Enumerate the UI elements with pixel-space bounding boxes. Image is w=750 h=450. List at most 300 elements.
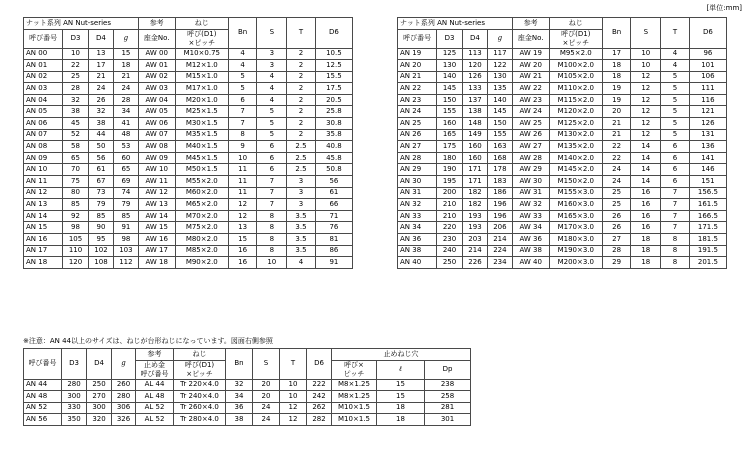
table-cell: 79 [114,199,138,211]
table-cell: 121 [689,106,726,118]
table-row [24,94,353,106]
table-row [398,106,727,118]
nut-spec-table-left [23,17,353,269]
table-cell: 24 [88,83,113,95]
table-cell: M25×1.5 [175,106,228,118]
table-cell: 171.5 [689,222,726,234]
table-cell: AW 01 [138,60,175,72]
table-cell: 6 [257,141,287,153]
s-header: S [631,18,661,49]
table-cell: 61 [88,164,113,176]
table-cell: AN 27 [398,141,437,153]
table-cell: AW 29 [512,164,549,176]
table-cell: 262 [307,402,332,414]
table-cell: 183 [488,176,512,188]
table-cell: 300 [62,391,87,403]
table-cell: AW 17 [138,245,175,257]
table-cell: 22 [602,152,631,164]
table-cell: AN 36 [398,234,437,246]
table-cell: 61 [315,187,352,199]
table-cell: 238 [425,379,471,391]
table-cell: 32 [226,379,253,391]
table-cell: 168 [488,152,512,164]
table-cell: 12 [228,199,257,211]
table-cell: 103 [114,245,138,257]
table-cell: AW 16 [138,234,175,246]
ref-header: 参考 [136,349,174,361]
table-cell: 12 [228,210,257,222]
table-cell: 80 [63,187,88,199]
table-cell: AN 17 [24,245,63,257]
table-cell: 13 [228,222,257,234]
table-cell: M90×2.0 [175,257,228,269]
table-cell: 175 [437,141,462,153]
table-cell: AW 27 [512,141,549,153]
table-cell: 234 [488,257,512,269]
table-cell: 41 [114,118,138,130]
table-cell: 131 [689,129,726,141]
table-cell: 101 [689,60,726,72]
table-row [24,245,353,257]
table-cell: AN 52 [24,402,62,414]
table-cell: 326 [112,414,136,426]
table-cell: AN 23 [398,94,437,106]
table-cell: 34 [226,391,253,403]
table-cell: 40.8 [315,141,352,153]
table-cell: 214 [488,234,512,246]
table-cell: 6 [661,176,690,188]
table-cell: 6 [661,152,690,164]
table-cell: AW 02 [138,71,175,83]
table-cell: AW 00 [138,48,175,60]
table-cell: 12 [631,71,661,83]
table-cell: 6 [228,94,257,106]
table-cell: M45×1.5 [175,152,228,164]
table-cell: 140 [437,71,462,83]
table-cell: AN 38 [398,245,437,257]
d3-header: D3 [63,30,88,49]
table-cell: AN 20 [398,60,437,72]
table-cell: 250 [87,379,112,391]
table-cell: 5 [661,118,690,130]
table-cell: 4 [257,71,287,83]
table-cell: AL 44 [136,379,174,391]
table-cell: 281 [425,402,471,414]
table-cell: 2.5 [287,152,316,164]
table-cell: 280 [62,379,87,391]
table-cell: M165×3.0 [549,210,602,222]
table-row [24,379,471,391]
table-cell: 126 [689,118,726,130]
table-cell: AW 11 [138,176,175,188]
table-cell: 16 [228,245,257,257]
table-cell: 26 [602,222,631,234]
table-cell: 7 [257,199,287,211]
table-cell: 5 [228,83,257,95]
table-cell: M35×1.5 [175,129,228,141]
table-cell: 4 [257,83,287,95]
table-row [24,199,353,211]
table-cell: Tr 240×4.0 [174,391,226,403]
table-cell: 18 [377,414,425,426]
table-cell: 282 [307,414,332,426]
pitch-header-line2: ×ピッチ [562,38,590,47]
pitch-header-line2: ×ピッチ [188,38,216,47]
table-cell: AN 30 [398,176,437,188]
table-cell: 178 [488,164,512,176]
pitch-header [549,30,602,49]
table-cell: 12.5 [315,60,352,72]
table-cell: AN 10 [24,164,63,176]
table-cell: 200 [437,187,462,199]
table-cell: M145×2.0 [549,164,602,176]
table-cell: 320 [87,414,112,426]
table-cell: AN 29 [398,164,437,176]
table-row [24,402,471,414]
table-cell: 7 [661,210,690,222]
table-cell: 149 [462,129,487,141]
table-cell: 16 [631,187,661,199]
table-cell: 141 [689,152,726,164]
table-cell: M100×2.0 [549,60,602,72]
t-header: T [661,18,690,49]
table-row [398,187,727,199]
table-cell: 3.5 [287,210,316,222]
table-row [24,71,353,83]
table-cell: 11 [228,187,257,199]
table-cell: 10 [280,379,307,391]
table-cell: 193 [462,210,487,222]
table-cell: 96 [689,48,726,60]
table-cell: 8 [661,245,690,257]
table-cell: AW 03 [138,83,175,95]
table-cell: 3 [287,199,316,211]
table-row [24,129,353,141]
table-cell: 2 [287,129,316,141]
table-cell: 74 [114,187,138,199]
table-cell: 111 [689,83,726,95]
table-cell: AN 02 [24,71,63,83]
table-cell: M105×2.0 [549,71,602,83]
table-cell: 126 [462,71,487,83]
table-cell: 130 [437,60,462,72]
table-cell: AW 20 [512,60,549,72]
table-cell: 81 [315,234,352,246]
table-cell: 15.5 [315,71,352,83]
table-cell: 160 [437,118,462,130]
table-cell: AN 21 [398,71,437,83]
table-cell: M130×2.0 [549,129,602,141]
table-cell: 10 [228,152,257,164]
table-cell: 136 [689,141,726,153]
table-cell: 29 [602,257,631,269]
table-cell: M40×1.5 [175,141,228,153]
table-cell: 4 [661,60,690,72]
table-row [398,234,727,246]
table-cell: 5 [257,106,287,118]
table-cell: 85 [63,199,88,211]
table-cell: 260 [112,379,136,391]
table-cell: 210 [437,210,462,222]
table-cell: M180×3.0 [549,234,602,246]
table-cell: 70 [63,164,88,176]
table-cell: 44 [88,129,113,141]
table-cell: AN 26 [398,129,437,141]
table-cell: 138 [462,106,487,118]
table-row [24,106,353,118]
table-cell: 224 [488,245,512,257]
table-cell: 258 [425,391,471,403]
table-cell: AN 28 [398,152,437,164]
table-cell: 5 [661,71,690,83]
table-cell: 133 [462,83,487,95]
table-cell: 38 [63,106,88,118]
table-cell: 12 [631,94,661,106]
table-cell: 5 [661,94,690,106]
table-cell: 3 [287,187,316,199]
g-header: g [114,30,138,49]
table-cell: 3 [257,48,287,60]
table-cell: 163 [488,141,512,153]
table-cell: 8 [661,234,690,246]
table-cell: AL 52 [136,402,174,414]
table-cell: 12 [631,118,661,130]
d6-header: D6 [315,18,352,49]
table-cell: 300 [87,402,112,414]
table-cell: 220 [437,222,462,234]
table-cell: 7 [228,118,257,130]
bottom-table-body [24,379,471,425]
table-cell: 92 [63,210,88,222]
table-cell: 2 [287,71,316,83]
table-cell: 3.5 [287,222,316,234]
table-cell: 48 [114,129,138,141]
table-cell: AN 31 [398,187,437,199]
table-cell: 151 [689,176,726,188]
table-cell: 7 [661,199,690,211]
table-cell: 201.5 [689,257,726,269]
table-row [398,141,727,153]
table-cell: AN 05 [24,106,63,118]
d3-header: D3 [62,349,87,380]
table-cell: 20 [253,391,280,403]
table-cell: AN 14 [24,210,63,222]
table-cell: AW 30 [512,176,549,188]
table-cell: 25 [602,187,631,199]
table-cell: 4 [287,257,316,269]
table-cell: 5 [661,129,690,141]
table-cell: Tr 260×4.0 [174,402,226,414]
table-cell: AW 40 [512,257,549,269]
table-cell: AW 10 [138,164,175,176]
table-row [398,199,727,211]
d4-header: D4 [462,30,487,49]
table-cell: M10×1.5 [332,414,377,426]
table-cell: 106 [689,71,726,83]
table-cell: 4 [257,94,287,106]
table-cell: 222 [307,379,332,391]
table-cell: 10.5 [315,48,352,60]
left-table-body [24,48,353,268]
pitch-header-line1: 呼び(D1) [561,30,591,38]
table-cell: 18 [602,71,631,83]
table-cell: 2 [287,83,316,95]
table-cell: M160×3.0 [549,199,602,211]
table-cell: 160 [462,152,487,164]
table-row [24,176,353,188]
unit-label: [単位:mm] [706,4,742,12]
table-cell: AW 15 [138,222,175,234]
table-cell: AW 26 [512,129,549,141]
table-cell: 166.5 [689,210,726,222]
table-cell: 240 [437,245,462,257]
table-cell: 210 [437,199,462,211]
table-row [24,414,471,426]
table-cell: M120×2.0 [549,106,602,118]
table-cell: 75 [63,176,88,188]
table-cell: 8 [228,129,257,141]
table-cell: AW 22 [512,83,549,95]
table-cell: M200×3.0 [549,257,602,269]
table-cell: 7 [257,176,287,188]
table-cell: M150×2.0 [549,176,602,188]
thread-header: ねじ [175,18,228,30]
table-cell: 161.5 [689,199,726,211]
table-cell: 12 [280,402,307,414]
table-cell: 18 [631,234,661,246]
table-cell: 8 [257,210,287,222]
table-cell: AW 34 [512,222,549,234]
table-cell: 26 [88,94,113,106]
table-cell: 8 [257,222,287,234]
table-cell: 27 [602,234,631,246]
table-cell: 73 [88,187,113,199]
table-cell: 50 [88,141,113,153]
table-cell: 180 [437,152,462,164]
pitch-header-line2: ×ピッチ [186,369,213,378]
pitch-header-line1: 呼び(D1) [187,30,217,38]
table-cell: 65 [114,164,138,176]
table-row [24,234,353,246]
table-cell: 145 [488,106,512,118]
table-cell: 4 [228,48,257,60]
table-cell: 190 [437,164,462,176]
table-cell: AW 33 [512,210,549,222]
table-cell: 45.8 [315,152,352,164]
table-cell: AW 14 [138,210,175,222]
table-row [398,222,727,234]
call-no-header: 呼び番号 [24,349,62,380]
table-cell: 135 [488,83,512,95]
series-header: ナット系列 AN Nut-series [398,18,513,30]
table-cell: 20 [253,379,280,391]
table-cell: 2 [287,106,316,118]
table-cell: 25 [63,71,88,83]
table-cell: 4 [228,60,257,72]
table-row [24,187,353,199]
table-cell: 98 [114,234,138,246]
table-cell: 12 [631,129,661,141]
table-cell: 21 [114,71,138,83]
table-cell: 91 [114,222,138,234]
table-cell: 120 [63,257,88,269]
table-cell: 12 [280,414,307,426]
table-cell: M10×1.5 [332,402,377,414]
table-cell: 145 [437,83,462,95]
table-cell: AN 56 [24,414,62,426]
washer-no-header: 座金No. [138,30,175,49]
table-cell: 182 [462,199,487,211]
table-cell: Tr 220×4.0 [174,379,226,391]
table-cell: 24 [253,414,280,426]
table-cell: 14 [631,176,661,188]
table-cell: 105 [63,234,88,246]
table-cell: 120 [462,60,487,72]
thread-header: ねじ [549,18,602,30]
table-cell: AN 15 [24,222,63,234]
table-cell: 2 [287,118,316,130]
table-cell: 125 [437,48,462,60]
table-cell: 110 [63,245,88,257]
table-row [24,222,353,234]
table-row [398,48,727,60]
s-header: S [257,18,287,49]
table-cell: AW 18 [138,257,175,269]
table-cell: AW 08 [138,141,175,153]
table-cell: 5 [228,71,257,83]
table-cell: 5 [661,106,690,118]
table-cell: 11 [228,164,257,176]
table-cell: 2.5 [287,164,316,176]
table-cell: 148 [462,118,487,130]
table-cell: AN 44 [24,379,62,391]
pitch-header [174,361,226,380]
d6-header: D6 [307,349,332,380]
table-cell: 108 [88,257,113,269]
table-cell: 350 [62,414,87,426]
table-cell: 230 [437,234,462,246]
table-cell: 79 [88,199,113,211]
table-cell: 10 [63,48,88,60]
table-cell: AW 31 [512,187,549,199]
d4-header: D4 [88,30,113,49]
table-row [398,83,727,95]
table-cell: 117 [488,48,512,60]
table-cell: 15 [228,234,257,246]
d3-header: D3 [437,30,462,49]
table-cell: 50.8 [315,164,352,176]
table-cell: AN 08 [24,141,63,153]
table-cell: M85×2.0 [175,245,228,257]
table-cell: M17×1.0 [175,83,228,95]
table-cell: 20.5 [315,94,352,106]
stop-header-line2: 呼び番号 [140,369,169,378]
table-cell: 18 [602,60,631,72]
table-cell: 58 [63,141,88,153]
table-cell: 25 [602,199,631,211]
table-cell: 36 [226,402,253,414]
table-cell: 155 [437,106,462,118]
table-cell: AN 00 [24,48,63,60]
bn-header: Bn [602,18,631,49]
table-row [24,48,353,60]
table-cell: 25.8 [315,106,352,118]
table-cell: 24 [602,176,631,188]
table-cell: 9 [228,141,257,153]
table-cell: 45 [63,118,88,130]
table-cell: 7 [257,187,287,199]
table-cell: 155 [488,129,512,141]
